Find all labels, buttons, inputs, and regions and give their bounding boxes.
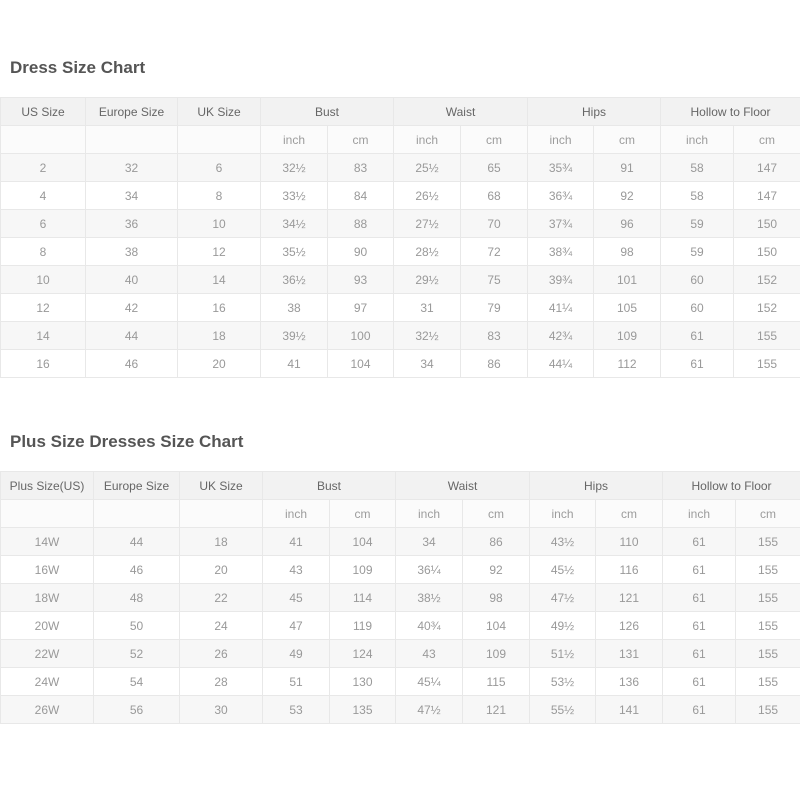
column-header: Plus Size(US) bbox=[1, 472, 94, 500]
table-row bbox=[1, 668, 800, 696]
table-cell: 40¾ bbox=[396, 612, 463, 640]
table-cell: 41 bbox=[261, 350, 328, 378]
table-cell: 40 bbox=[86, 266, 178, 294]
table-cell: 26½ bbox=[394, 182, 461, 210]
plus-size-chart-section bbox=[0, 378, 800, 724]
table-cell: 47 bbox=[263, 612, 330, 640]
column-header: Bust bbox=[261, 98, 394, 126]
column-header: UK Size bbox=[178, 98, 261, 126]
unit-header: cm bbox=[736, 500, 800, 528]
column-header: Europe Size bbox=[94, 472, 180, 500]
table-cell: 24W bbox=[1, 668, 94, 696]
table-cell: 45¼ bbox=[396, 668, 463, 696]
table-cell: 41 bbox=[263, 528, 330, 556]
unit-header: cm bbox=[328, 126, 394, 154]
column-header: Hips bbox=[528, 98, 661, 126]
table-cell: 124 bbox=[330, 640, 396, 668]
table-cell: 60 bbox=[661, 294, 734, 322]
table-cell: 61 bbox=[661, 322, 734, 350]
table-cell: 44 bbox=[86, 322, 178, 350]
unit-header: inch bbox=[663, 500, 736, 528]
table-cell: 52 bbox=[94, 640, 180, 668]
table-cell: 38¾ bbox=[528, 238, 594, 266]
table-row bbox=[1, 322, 800, 350]
unit-header-row bbox=[1, 126, 800, 154]
table-cell: 59 bbox=[661, 210, 734, 238]
empty-cell bbox=[180, 500, 263, 528]
table-cell: 147 bbox=[734, 182, 800, 210]
table-row bbox=[1, 640, 800, 668]
unit-header: inch bbox=[661, 126, 734, 154]
table-cell: 32 bbox=[86, 154, 178, 182]
table-cell: 6 bbox=[178, 154, 261, 182]
column-header: UK Size bbox=[180, 472, 263, 500]
table-cell: 20 bbox=[180, 556, 263, 584]
table-cell: 61 bbox=[663, 668, 736, 696]
table-cell: 155 bbox=[736, 640, 800, 668]
table-cell: 61 bbox=[663, 640, 736, 668]
table-cell: 75 bbox=[461, 266, 528, 294]
table-cell: 35½ bbox=[261, 238, 328, 266]
table-cell: 65 bbox=[461, 154, 528, 182]
table-cell: 55½ bbox=[530, 696, 596, 724]
table-cell: 70 bbox=[461, 210, 528, 238]
table-cell: 155 bbox=[734, 322, 800, 350]
table-cell: 155 bbox=[736, 668, 800, 696]
table-row bbox=[1, 210, 800, 238]
table-cell: 155 bbox=[736, 612, 800, 640]
table-cell: 6 bbox=[1, 210, 86, 238]
table-cell: 61 bbox=[663, 528, 736, 556]
table-cell: 79 bbox=[461, 294, 528, 322]
table-row bbox=[1, 584, 800, 612]
table-row bbox=[1, 294, 800, 322]
column-header: Hollow to Floor bbox=[663, 472, 800, 500]
unit-header: inch bbox=[394, 126, 461, 154]
empty-cell bbox=[1, 126, 86, 154]
table-cell: 12 bbox=[178, 238, 261, 266]
table-cell: 34½ bbox=[261, 210, 328, 238]
table-cell: 155 bbox=[736, 556, 800, 584]
unit-header: inch bbox=[261, 126, 328, 154]
table-cell: 150 bbox=[734, 210, 800, 238]
table-cell: 4 bbox=[1, 182, 86, 210]
table-cell: 88 bbox=[328, 210, 394, 238]
table-cell: 97 bbox=[328, 294, 394, 322]
table-cell: 93 bbox=[328, 266, 394, 294]
table-row bbox=[1, 350, 800, 378]
column-header: Waist bbox=[394, 98, 528, 126]
table-cell: 96 bbox=[594, 210, 661, 238]
table-cell: 46 bbox=[86, 350, 178, 378]
column-header: Europe Size bbox=[86, 98, 178, 126]
table-cell: 92 bbox=[463, 556, 530, 584]
table-cell: 147 bbox=[734, 154, 800, 182]
table-cell: 41¼ bbox=[528, 294, 594, 322]
table-cell: 150 bbox=[734, 238, 800, 266]
table-cell: 18 bbox=[180, 528, 263, 556]
table-cell: 14 bbox=[1, 322, 86, 350]
table-cell: 38 bbox=[261, 294, 328, 322]
table-cell: 58 bbox=[661, 154, 734, 182]
table-row bbox=[1, 238, 800, 266]
table-row bbox=[1, 528, 800, 556]
table-cell: 61 bbox=[663, 612, 736, 640]
table-cell: 34 bbox=[394, 350, 461, 378]
table-cell: 141 bbox=[596, 696, 663, 724]
table-cell: 152 bbox=[734, 294, 800, 322]
column-header: Bust bbox=[263, 472, 396, 500]
table-cell: 110 bbox=[596, 528, 663, 556]
table-cell: 18W bbox=[1, 584, 94, 612]
table-row bbox=[1, 154, 800, 182]
table-cell: 44¼ bbox=[528, 350, 594, 378]
table-cell: 46 bbox=[94, 556, 180, 584]
table-cell: 43½ bbox=[530, 528, 596, 556]
table-cell: 104 bbox=[463, 612, 530, 640]
table-cell: 48 bbox=[94, 584, 180, 612]
table-cell: 2 bbox=[1, 154, 86, 182]
table-cell: 135 bbox=[330, 696, 396, 724]
dress-size-chart-title: Dress Size Chart bbox=[10, 58, 146, 77]
column-header: Waist bbox=[396, 472, 530, 500]
table-cell: 58 bbox=[661, 182, 734, 210]
table-cell: 116 bbox=[596, 556, 663, 584]
table-cell: 136 bbox=[596, 668, 663, 696]
table-cell: 53 bbox=[263, 696, 330, 724]
table-cell: 22 bbox=[180, 584, 263, 612]
table-cell: 10 bbox=[1, 266, 86, 294]
table-cell: 43 bbox=[396, 640, 463, 668]
table-cell: 39¾ bbox=[528, 266, 594, 294]
table-cell: 26 bbox=[180, 640, 263, 668]
table-row bbox=[1, 182, 800, 210]
table-cell: 83 bbox=[461, 322, 528, 350]
table-cell: 16W bbox=[1, 556, 94, 584]
table-cell: 155 bbox=[734, 350, 800, 378]
table-cell: 86 bbox=[461, 350, 528, 378]
table-cell: 33½ bbox=[261, 182, 328, 210]
table-cell: 16 bbox=[1, 350, 86, 378]
unit-header: cm bbox=[463, 500, 530, 528]
table-cell: 26W bbox=[1, 696, 94, 724]
table-cell: 109 bbox=[463, 640, 530, 668]
table-cell: 27½ bbox=[394, 210, 461, 238]
table-cell: 29½ bbox=[394, 266, 461, 294]
table-cell: 72 bbox=[461, 238, 528, 266]
table-cell: 98 bbox=[594, 238, 661, 266]
plus-size-chart-title: Plus Size Dresses Size Chart bbox=[10, 432, 244, 451]
table-cell: 50 bbox=[94, 612, 180, 640]
table-cell: 8 bbox=[1, 238, 86, 266]
empty-cell bbox=[178, 126, 261, 154]
table-cell: 104 bbox=[328, 350, 394, 378]
table-cell: 101 bbox=[594, 266, 661, 294]
table-cell: 155 bbox=[736, 696, 800, 724]
table-cell: 155 bbox=[736, 584, 800, 612]
dress-size-chart-section bbox=[0, 0, 800, 378]
table-header-row bbox=[1, 472, 800, 500]
table-cell: 28 bbox=[180, 668, 263, 696]
table-cell: 35¾ bbox=[528, 154, 594, 182]
unit-header: cm bbox=[594, 126, 661, 154]
table-cell: 61 bbox=[663, 556, 736, 584]
table-cell: 43 bbox=[263, 556, 330, 584]
table-cell: 84 bbox=[328, 182, 394, 210]
table-cell: 47½ bbox=[530, 584, 596, 612]
table-cell: 109 bbox=[594, 322, 661, 350]
table-cell: 12 bbox=[1, 294, 86, 322]
table-cell: 51 bbox=[263, 668, 330, 696]
table-cell: 38 bbox=[86, 238, 178, 266]
table-cell: 60 bbox=[661, 266, 734, 294]
table-cell: 10 bbox=[178, 210, 261, 238]
table-header-row bbox=[1, 98, 800, 126]
table-cell: 47½ bbox=[396, 696, 463, 724]
column-header: Hollow to Floor bbox=[661, 98, 800, 126]
unit-header: cm bbox=[461, 126, 528, 154]
empty-cell bbox=[86, 126, 178, 154]
table-cell: 90 bbox=[328, 238, 394, 266]
unit-header: cm bbox=[330, 500, 396, 528]
table-cell: 20W bbox=[1, 612, 94, 640]
table-cell: 38½ bbox=[396, 584, 463, 612]
table-cell: 42 bbox=[86, 294, 178, 322]
table-cell: 34 bbox=[86, 182, 178, 210]
table-cell: 86 bbox=[463, 528, 530, 556]
table-cell: 36½ bbox=[261, 266, 328, 294]
table-cell: 49 bbox=[263, 640, 330, 668]
table-cell: 119 bbox=[330, 612, 396, 640]
table-cell: 20 bbox=[178, 350, 261, 378]
table-cell: 130 bbox=[330, 668, 396, 696]
table-cell: 37¾ bbox=[528, 210, 594, 238]
table-cell: 121 bbox=[463, 696, 530, 724]
table-cell: 25½ bbox=[394, 154, 461, 182]
table-cell: 112 bbox=[594, 350, 661, 378]
table-cell: 22W bbox=[1, 640, 94, 668]
table-row bbox=[1, 266, 800, 294]
table-cell: 34 bbox=[396, 528, 463, 556]
table-cell: 42¾ bbox=[528, 322, 594, 350]
table-cell: 61 bbox=[663, 696, 736, 724]
table-cell: 14W bbox=[1, 528, 94, 556]
table-row bbox=[1, 612, 800, 640]
table-cell: 32½ bbox=[261, 154, 328, 182]
table-cell: 49½ bbox=[530, 612, 596, 640]
table-cell: 32½ bbox=[394, 322, 461, 350]
table-cell: 53½ bbox=[530, 668, 596, 696]
column-header: US Size bbox=[1, 98, 86, 126]
table-cell: 68 bbox=[461, 182, 528, 210]
table-cell: 8 bbox=[178, 182, 261, 210]
table-cell: 105 bbox=[594, 294, 661, 322]
table-cell: 51½ bbox=[530, 640, 596, 668]
table-cell: 121 bbox=[596, 584, 663, 612]
unit-header: cm bbox=[596, 500, 663, 528]
table-cell: 109 bbox=[330, 556, 396, 584]
table-cell: 152 bbox=[734, 266, 800, 294]
table-cell: 39½ bbox=[261, 322, 328, 350]
table-cell: 30 bbox=[180, 696, 263, 724]
table-cell: 126 bbox=[596, 612, 663, 640]
table-cell: 59 bbox=[661, 238, 734, 266]
table-cell: 36¼ bbox=[396, 556, 463, 584]
table-cell: 61 bbox=[661, 350, 734, 378]
table-cell: 36¾ bbox=[528, 182, 594, 210]
table-cell: 104 bbox=[330, 528, 396, 556]
table-cell: 115 bbox=[463, 668, 530, 696]
unit-header-row bbox=[1, 500, 800, 528]
table-cell: 24 bbox=[180, 612, 263, 640]
table-cell: 83 bbox=[328, 154, 394, 182]
table-cell: 155 bbox=[736, 528, 800, 556]
table-cell: 56 bbox=[94, 696, 180, 724]
table-cell: 54 bbox=[94, 668, 180, 696]
table-cell: 16 bbox=[178, 294, 261, 322]
table-cell: 31 bbox=[394, 294, 461, 322]
unit-header: inch bbox=[528, 126, 594, 154]
table-cell: 61 bbox=[663, 584, 736, 612]
table-cell: 91 bbox=[594, 154, 661, 182]
table-row bbox=[1, 696, 800, 724]
table-row bbox=[1, 556, 800, 584]
table-cell: 36 bbox=[86, 210, 178, 238]
empty-cell bbox=[1, 500, 94, 528]
table-cell: 100 bbox=[328, 322, 394, 350]
table-cell: 114 bbox=[330, 584, 396, 612]
unit-header: inch bbox=[396, 500, 463, 528]
table-cell: 131 bbox=[596, 640, 663, 668]
table-cell: 45½ bbox=[530, 556, 596, 584]
table-cell: 45 bbox=[263, 584, 330, 612]
unit-header: inch bbox=[530, 500, 596, 528]
table-cell: 98 bbox=[463, 584, 530, 612]
table-cell: 92 bbox=[594, 182, 661, 210]
table-cell: 28½ bbox=[394, 238, 461, 266]
empty-cell bbox=[94, 500, 180, 528]
dress-size-table bbox=[0, 97, 800, 378]
unit-header: cm bbox=[734, 126, 800, 154]
column-header: Hips bbox=[530, 472, 663, 500]
table-cell: 44 bbox=[94, 528, 180, 556]
unit-header: inch bbox=[263, 500, 330, 528]
plus-size-table bbox=[0, 471, 800, 724]
table-cell: 14 bbox=[178, 266, 261, 294]
table-cell: 18 bbox=[178, 322, 261, 350]
